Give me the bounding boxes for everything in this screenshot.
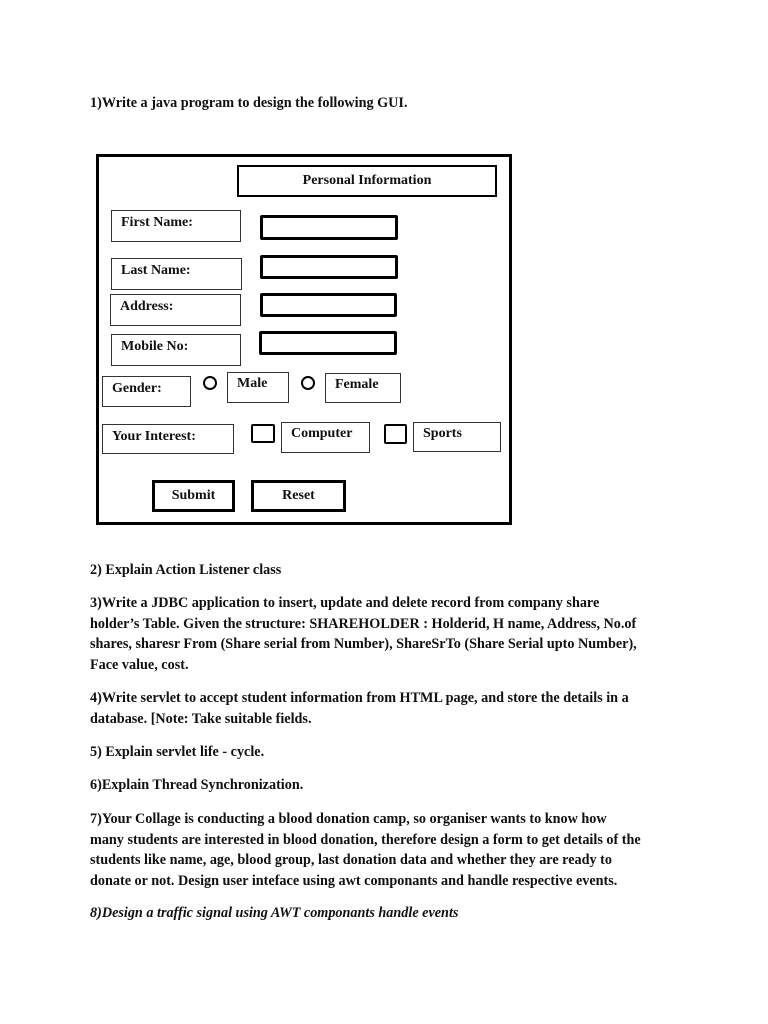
sports-checkbox[interactable] xyxy=(384,424,407,444)
form-title xyxy=(237,165,497,197)
submit-button[interactable] xyxy=(152,480,235,512)
address-field[interactable] xyxy=(260,293,397,317)
male-radio[interactable] xyxy=(203,376,217,390)
address-label: Address: xyxy=(110,294,241,326)
female-radio[interactable] xyxy=(301,376,315,390)
question-3-line: shares, sharesr From (Share serial from Number), ShareSrTo (Share Serial upto Number), xyxy=(90,636,637,652)
male-label: Male xyxy=(227,372,289,403)
form-title-text: Personal Information xyxy=(302,173,432,188)
gender-label: Gender: xyxy=(102,376,191,407)
last-name-field[interactable] xyxy=(260,255,398,279)
first-name-label: First Name: xyxy=(111,210,241,242)
mobile-label: Mobile No: xyxy=(111,334,241,366)
last-name-label: Last Name: xyxy=(111,258,242,290)
sports-label: Sports xyxy=(413,422,501,452)
question-4-line: 4)Write servlet to accept student information from HTML page, and store the details in a xyxy=(90,690,629,706)
reset-button[interactable] xyxy=(251,480,346,512)
mobile-field[interactable] xyxy=(259,331,397,355)
question-7-line: students like name, age, blood group, last donation data and whether they are ready to xyxy=(90,852,612,868)
question-3-line: 3)Write a JDBC application to insert, update and delete record from company share xyxy=(90,595,600,611)
question-2: 2) Explain Action Listener class xyxy=(90,562,282,578)
question-7-line: many students are interested in blood donation, therefore design a form to get details of the xyxy=(90,832,641,848)
question-8: 8)Design a traffic signal using AWT componants handle events xyxy=(90,905,459,921)
question-4-line: database. [Note: Take suitable fields. xyxy=(90,711,312,727)
question-6: 6)Explain Thread Synchronization. xyxy=(90,777,304,793)
question-3-line: Face value, cost. xyxy=(90,657,189,673)
reset-button-label: Reset xyxy=(282,488,315,503)
submit-button-label: Submit xyxy=(171,488,216,503)
interest-label: Your Interest: xyxy=(102,424,234,454)
question-3-line: holder’s Table. Given the structure: SHAREHOLDER : Holderid, H name, Address, No.of xyxy=(90,616,637,632)
first-name-field[interactable] xyxy=(260,215,398,240)
computer-label: Computer xyxy=(281,422,370,453)
question-7-line: 7)Your Collage is conducting a blood donation camp, so organiser wants to know how xyxy=(90,811,607,827)
computer-checkbox[interactable] xyxy=(251,424,275,443)
question-5: 5) Explain servlet life - cycle. xyxy=(90,744,265,760)
question-7-line: donate or not. Design user inteface using awt componants and handle respective events. xyxy=(90,873,618,889)
question-1: 1)Write a java program to design the following GUI. xyxy=(90,95,408,111)
female-label: Female xyxy=(325,373,401,403)
